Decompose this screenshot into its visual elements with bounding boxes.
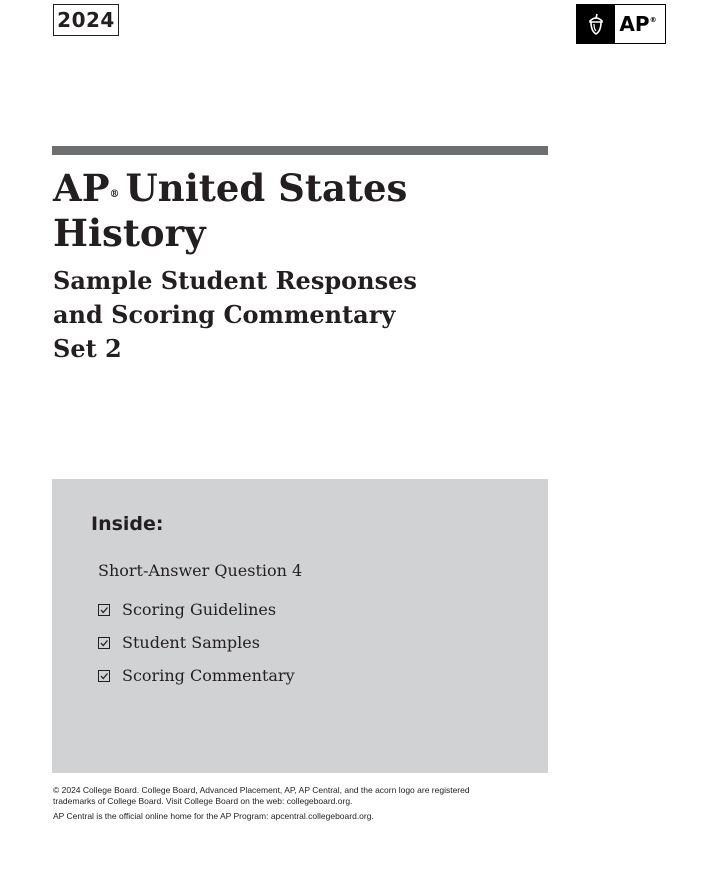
list-item-label: Scoring Guidelines [122, 600, 277, 619]
subtitle-line-3: Set 2 [53, 334, 122, 363]
inside-heading: Inside: [91, 513, 164, 535]
subtitle [53, 264, 523, 366]
question-label: Short-Answer Question 4 [98, 561, 303, 580]
copyright-line-2: trademarks of College Board. Visit College Board on the web: collegeboard.org. [53, 796, 353, 806]
subtitle-line-2: and Scoring Commentary [53, 300, 396, 329]
subtitle-line-1: Sample Student Responses [53, 266, 417, 295]
ap-logo [576, 4, 666, 44]
title-rule [52, 146, 548, 155]
year-badge [53, 4, 119, 36]
ap-central-note: AP Central is the official online home for the AP Program: apcentral.collegeboard.org. [53, 811, 374, 821]
list-item-label: Student Samples [122, 633, 260, 652]
checkbox-checked-icon [98, 637, 110, 649]
ap-logo-text: AP ® [615, 5, 665, 43]
contents-list [98, 593, 295, 692]
inside-panel [52, 479, 548, 773]
list-item-label: Scoring Commentary [122, 666, 295, 685]
list-item [98, 659, 295, 692]
year-text: 2024 [57, 8, 115, 32]
copyright-line-1: © 2024 College Board. College Board, Advanced Placement, AP, AP Central, and the acorn logo are registered [53, 785, 470, 795]
checkbox-checked-icon [98, 604, 110, 616]
acorn-icon [577, 5, 615, 43]
checkbox-checked-icon [98, 670, 110, 682]
list-item [98, 593, 295, 626]
title-line-2: History [53, 211, 206, 255]
title-line-1: AP® United States [53, 166, 408, 210]
list-item [98, 626, 295, 659]
footer [53, 785, 533, 822]
page-title [53, 166, 533, 256]
